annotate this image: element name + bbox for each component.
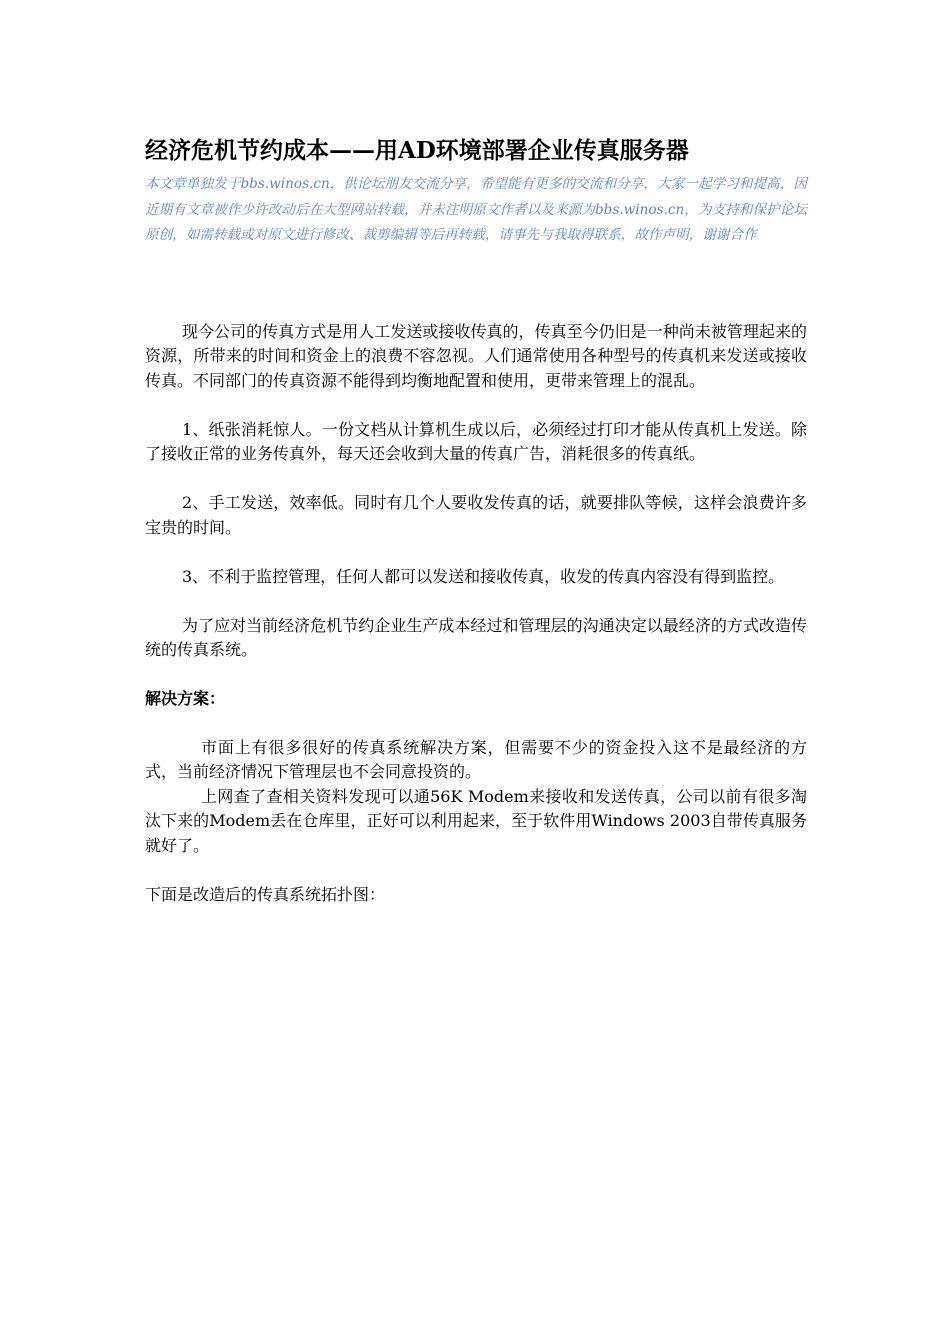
point-3-paragraph: 3、不利于监控管理，任何人都可以发送和接收传真，收发的传真内容没有得到监控。 [182, 566, 785, 586]
point-2-paragraph: 2、手工发送，效率低。同时有几个人要收发传真的话，就要排队等候，这样会浪费许多宝贵的时间。 [145, 493, 807, 537]
spacer [145, 249, 807, 320]
document-page [145, 132, 807, 907]
decision-paragraph: 为了应对当前经济危机节约企业生产成本经过和管理层的沟通决定以最经济的方式改造传统的传真系统。 [145, 615, 807, 659]
copyright-notice: 本文章单独发于bbs.winos.cn，供论坛朋友交流分享，希望能有更多的交流和分享，大家一起学习和提高，因近期有文章被作少许改动后在大型网站转载，并未注明原文作者以及来源为bbs.winos.cn，为支持和保护论坛原创，如需转载或对原文进行修改、裁剪编辑等后再转载，请事先与我取得联系，故作声明，谢谢合作 [145, 176, 807, 243]
topology-intro: 下面是改造后的传真系统拓扑图： [145, 884, 386, 904]
point-1-paragraph: 1、纸张消耗惊人。一份文档从计算机生成以后，必须经过打印才能从传真机上发送。除了接收正常的业务传真外，每天还会收到大量的传真广告，消耗很多的传真纸。 [145, 419, 807, 463]
document-title: 经济危机节约成本——用AD环境部署企业传真服务器 [145, 137, 689, 164]
solution-paragraph-1: 市面上有很多很好的传真系统解决方案，但需要不少的资金投入这不是最经济的方式，当前经济情况下管理层也不会同意投资的。 [145, 737, 807, 781]
intro-paragraph: 现今公司的传真方式是用人工发送或接收传真的，传真至今仍旧是一种尚未被管理起来的资源，所带来的时间和资金上的浪费不容忽视。人们通常使用各种型号的传真机来发送或接收传真。不同部门的传真资源不能得到均衡地配置和使用，更带来管理上的混乱。 [145, 321, 807, 390]
solution-heading: 解决方案： [145, 689, 226, 708]
solution-paragraph-2: 上网查了查相关资料发现可以通56K Modem来接收和发送传真，公司以前有很多淘汰下来的Modem丢在仓库里，正好可以利用起来，至于软件用Windows 2003自带传真服务就好了。 [145, 786, 807, 855]
